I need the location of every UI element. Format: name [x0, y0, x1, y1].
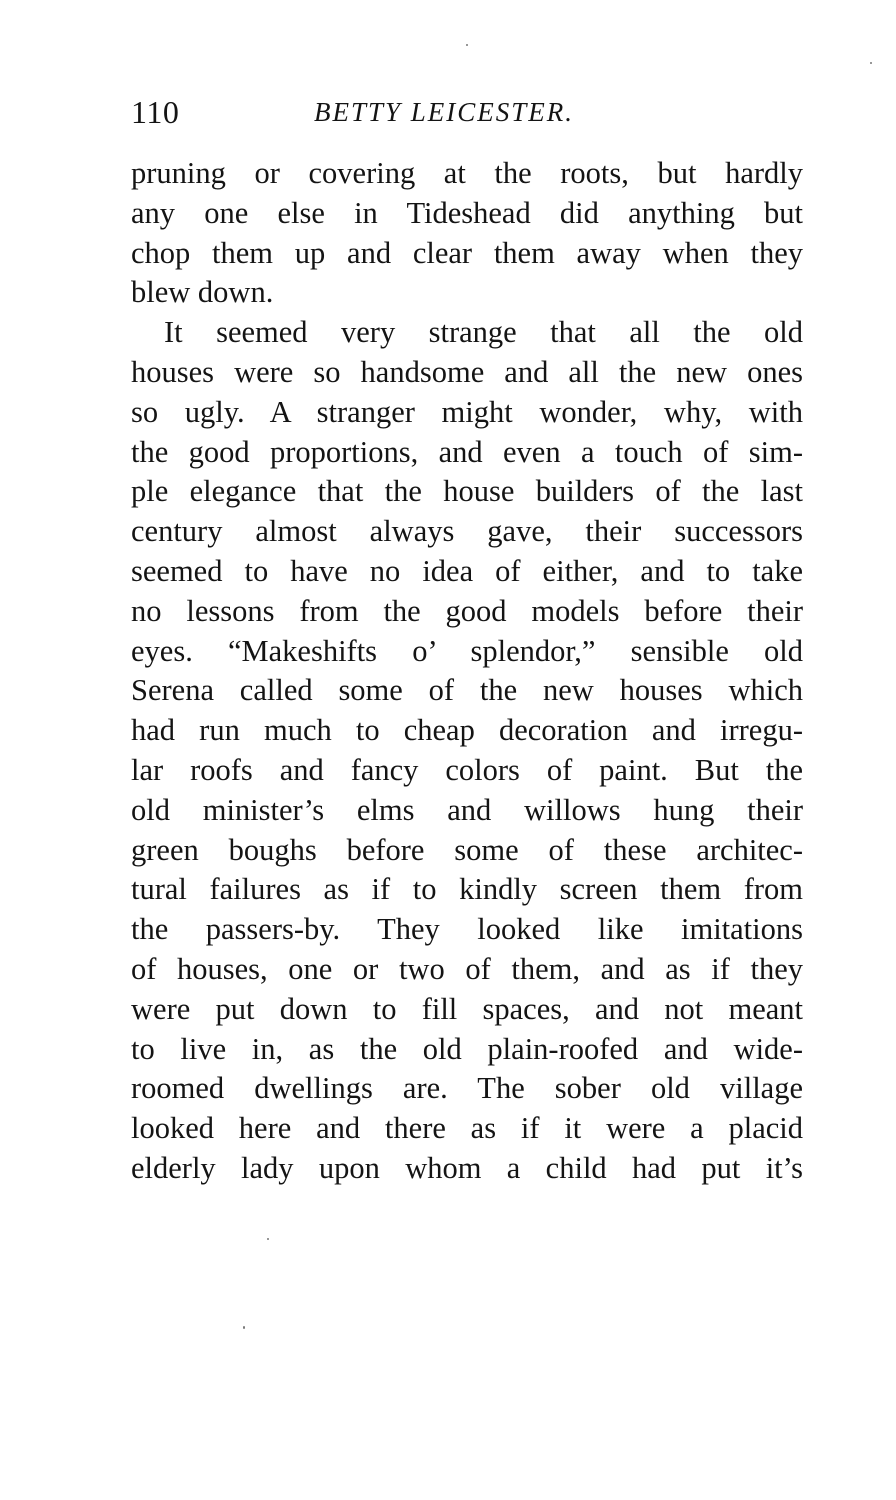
page-number: 110	[131, 94, 180, 130]
text-line: of houses, one or two of them, and as if they	[131, 951, 803, 986]
text-line: no lessons from the good models before their	[131, 593, 803, 628]
scan-speck	[267, 1238, 269, 1240]
text-line: pruning or covering at the roots, but hardly	[131, 156, 803, 190]
text-line: looked here and there as if it were a placid	[131, 1111, 803, 1146]
scan-speck	[870, 62, 872, 64]
text-line: the passers-by. They looked like imitations	[131, 912, 803, 947]
text-line: elderly lady upon whom a child had put it’s	[131, 1150, 803, 1185]
text-line: so ugly. A stranger might wonder, why, with	[131, 394, 803, 429]
scan-speck	[243, 1326, 245, 1329]
scan-speck	[466, 44, 468, 46]
text-line: houses were so handsome and all the new ones	[131, 354, 803, 389]
text-line: eyes. “Makeshifts o’ splendor,” sensible old	[131, 633, 803, 668]
text-line: century almost always gave, their successors	[131, 514, 803, 549]
text-line: were put down to fill spaces, and not meant	[131, 991, 803, 1026]
text-line: chop them up and clear them away when they	[131, 235, 803, 270]
text-line: to live in, as the old plain-roofed and wide-	[131, 1031, 803, 1066]
text-line: had run much to cheap decoration and irregu-	[131, 713, 803, 748]
body-text	[131, 154, 803, 1189]
text-line: roomed dwellings are. The sober old village	[131, 1071, 803, 1106]
text-line: blew down.	[131, 275, 274, 310]
text-line: seemed to have no idea of either, and to take	[131, 553, 803, 588]
text-line: the good proportions, and even a touch of sim-	[131, 434, 803, 469]
text-line: lar roofs and fancy colors of paint. But the	[131, 752, 803, 787]
text-line: green boughs before some of these architec-	[131, 832, 803, 867]
paragraph-start-line: It seemed very strange that all the old	[164, 315, 803, 350]
text-line: any one else in Tideshead did anything but	[131, 195, 803, 230]
text-line: old minister’s elms and willows hung their	[131, 792, 803, 827]
text-line: ple elegance that the house builders of the last	[131, 474, 803, 509]
text-line: Serena called some of the new houses which	[131, 673, 803, 708]
running-title: BETTY LEICESTER.	[314, 97, 575, 127]
text-line: tural failures as if to kindly screen them from	[131, 872, 803, 907]
running-head	[131, 92, 803, 132]
